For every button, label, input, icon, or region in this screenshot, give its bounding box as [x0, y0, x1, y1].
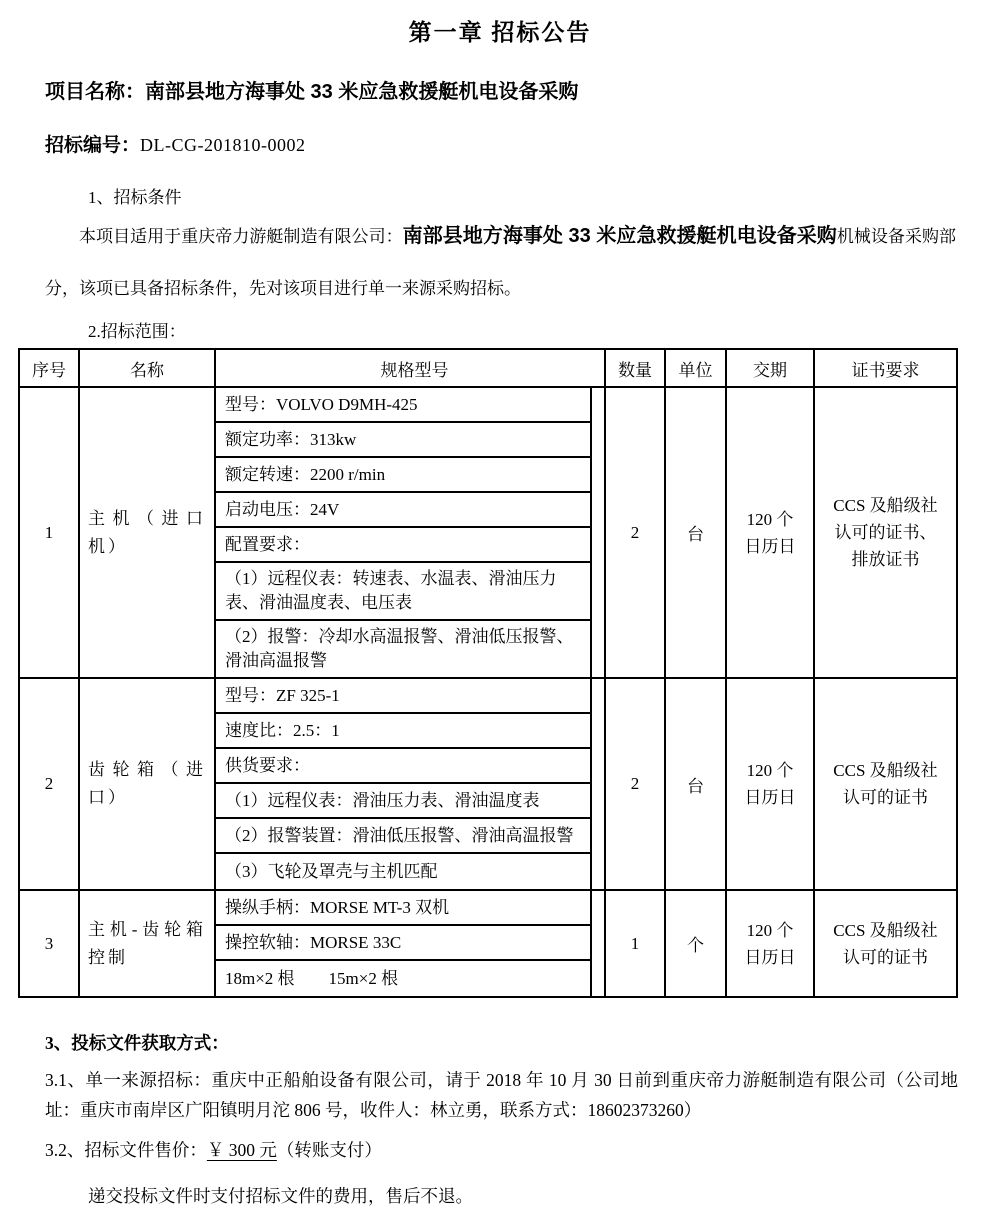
- table-row: [19, 678, 957, 890]
- tender-no-value: DL-CG-201810-0002: [140, 135, 306, 155]
- tender-no-label: 招标编号：: [45, 135, 141, 156]
- spec-line: （1）远程仪表：转速表、水温表、滑油压力表、滑油温度表、电压表: [216, 563, 590, 621]
- tender-no-line: [45, 130, 958, 157]
- cell-unit: 个: [665, 890, 726, 997]
- spec-line: 额定转速：2200 r/min: [216, 458, 590, 493]
- spec-line: （2）报警装置：滑油低压报警、滑油高温报警: [216, 819, 590, 854]
- cell-unit: 台: [665, 387, 726, 678]
- header-name: 名称: [79, 349, 215, 387]
- section1-paragraph: [45, 210, 956, 315]
- tender-scope-table: [18, 348, 958, 998]
- spec-list: [216, 679, 592, 889]
- cell-item-name: 主机（进口机）: [79, 387, 215, 678]
- table-row: [19, 387, 957, 678]
- spec-line: 配置要求：: [216, 528, 590, 563]
- project-name-label: 项目名称：: [45, 81, 145, 103]
- cell-row-no: 1: [19, 387, 79, 678]
- table-row: [19, 890, 957, 997]
- page-title: 第一章 招标公告: [408, 20, 592, 45]
- spec-line: 型号：ZF 325-1: [216, 679, 590, 714]
- section3-note: 递交投标文件时支付招标文件的费用，售后不退。: [88, 1186, 473, 1206]
- cell-certificate-requirement: CCS 及船级社认可的证书、排放证书: [814, 387, 957, 678]
- section1-paragraph-bold: 南部县地方海事处 33 米应急救援艇机电设备采购: [402, 225, 837, 247]
- table-header: [19, 349, 957, 387]
- header-cert: 证书要求: [814, 349, 957, 387]
- cell-specifications: [215, 387, 605, 678]
- cell-quantity: 1: [605, 890, 665, 997]
- cell-row-no: 2: [19, 678, 79, 890]
- header-unit: 单位: [665, 349, 726, 387]
- section1-paragraph-prefix: 本项目适用于重庆帝力游艇制造有限公司：: [79, 227, 403, 246]
- spec-line: 供货要求：: [216, 749, 590, 784]
- header-spec: 规格型号: [215, 349, 605, 387]
- spec-line: 操控软轴：MORSE 33C: [216, 926, 590, 961]
- cell-delivery-period: 120 个日历日: [726, 890, 814, 997]
- cell-quantity: 2: [605, 387, 665, 678]
- spec-line: 速度比：2.5：1: [216, 714, 590, 749]
- spec-list: [216, 891, 592, 996]
- cell-unit: 台: [665, 678, 726, 890]
- section1-paragraph-suffix: 机械设备采购部分，该项已具备招标条件，先对该项目进行单一来源采购招标。: [45, 227, 957, 298]
- cell-specifications: [215, 678, 605, 890]
- cell-specifications: [215, 890, 605, 997]
- section3-item-32: [45, 1135, 958, 1165]
- cell-certificate-requirement: CCS 及船级社认可的证书: [814, 890, 957, 997]
- header-delivery: 交期: [726, 349, 814, 387]
- project-name-line: [45, 75, 958, 104]
- section3-item-31: 3.1、单一来源招标：重庆中正船舶设备有限公司，请于 2018 年 10 月 30 日前到重庆帝力游艇制造有限公司（公司地址：重庆市南岸区广阳镇明月沱 806 号，收件人：林立勇，联系方式：18602373260）: [45, 1070, 958, 1120]
- section3-heading: 3、投标文件获取方式：: [45, 1033, 229, 1053]
- table-body: [19, 387, 957, 997]
- header-no: 序号: [19, 349, 79, 387]
- cell-delivery-period: 120 个日历日: [726, 678, 814, 890]
- header-qty: 数量: [605, 349, 665, 387]
- cell-quantity: 2: [605, 678, 665, 890]
- document-price: ￥ 300 元: [206, 1140, 277, 1160]
- spec-line: 启动电压：24V: [216, 493, 590, 528]
- cell-certificate-requirement: CCS 及船级社认可的证书: [814, 678, 957, 890]
- cell-item-name: 主机-齿轮箱控制: [79, 890, 215, 997]
- table-header-row: [19, 349, 957, 387]
- spec-line: 18m×2 根 15m×2 根: [225, 968, 399, 988]
- section3-item-32-prefix: 3.2、招标文件售价：: [45, 1140, 207, 1160]
- spec-line: 额定功率：313kw: [216, 423, 590, 458]
- spec-line: （3）飞轮及罩壳与主机匹配: [225, 861, 438, 881]
- spec-list: [216, 388, 592, 677]
- section1-heading: 1、招标条件: [88, 188, 182, 207]
- spec-line: 型号：VOLVO D9MH-425: [216, 388, 590, 423]
- spec-line: 操纵手柄：MORSE MT-3 双机: [216, 891, 590, 926]
- cell-row-no: 3: [19, 890, 79, 997]
- section2-heading: 2.招标范围：: [88, 322, 186, 341]
- project-name-value: 南部县地方海事处 33 米应急救援艇机电设备采购: [145, 81, 579, 103]
- cell-delivery-period: 120 个日历日: [726, 387, 814, 678]
- spec-line: （1）远程仪表：滑油压力表、滑油温度表: [216, 784, 590, 819]
- spec-line: （2）报警：冷却水高温报警、滑油低压报警、滑油高温报警: [225, 627, 574, 670]
- section3-item-32-suffix: （转账支付）: [276, 1140, 382, 1160]
- cell-item-name: 齿轮箱（进口）: [79, 678, 215, 890]
